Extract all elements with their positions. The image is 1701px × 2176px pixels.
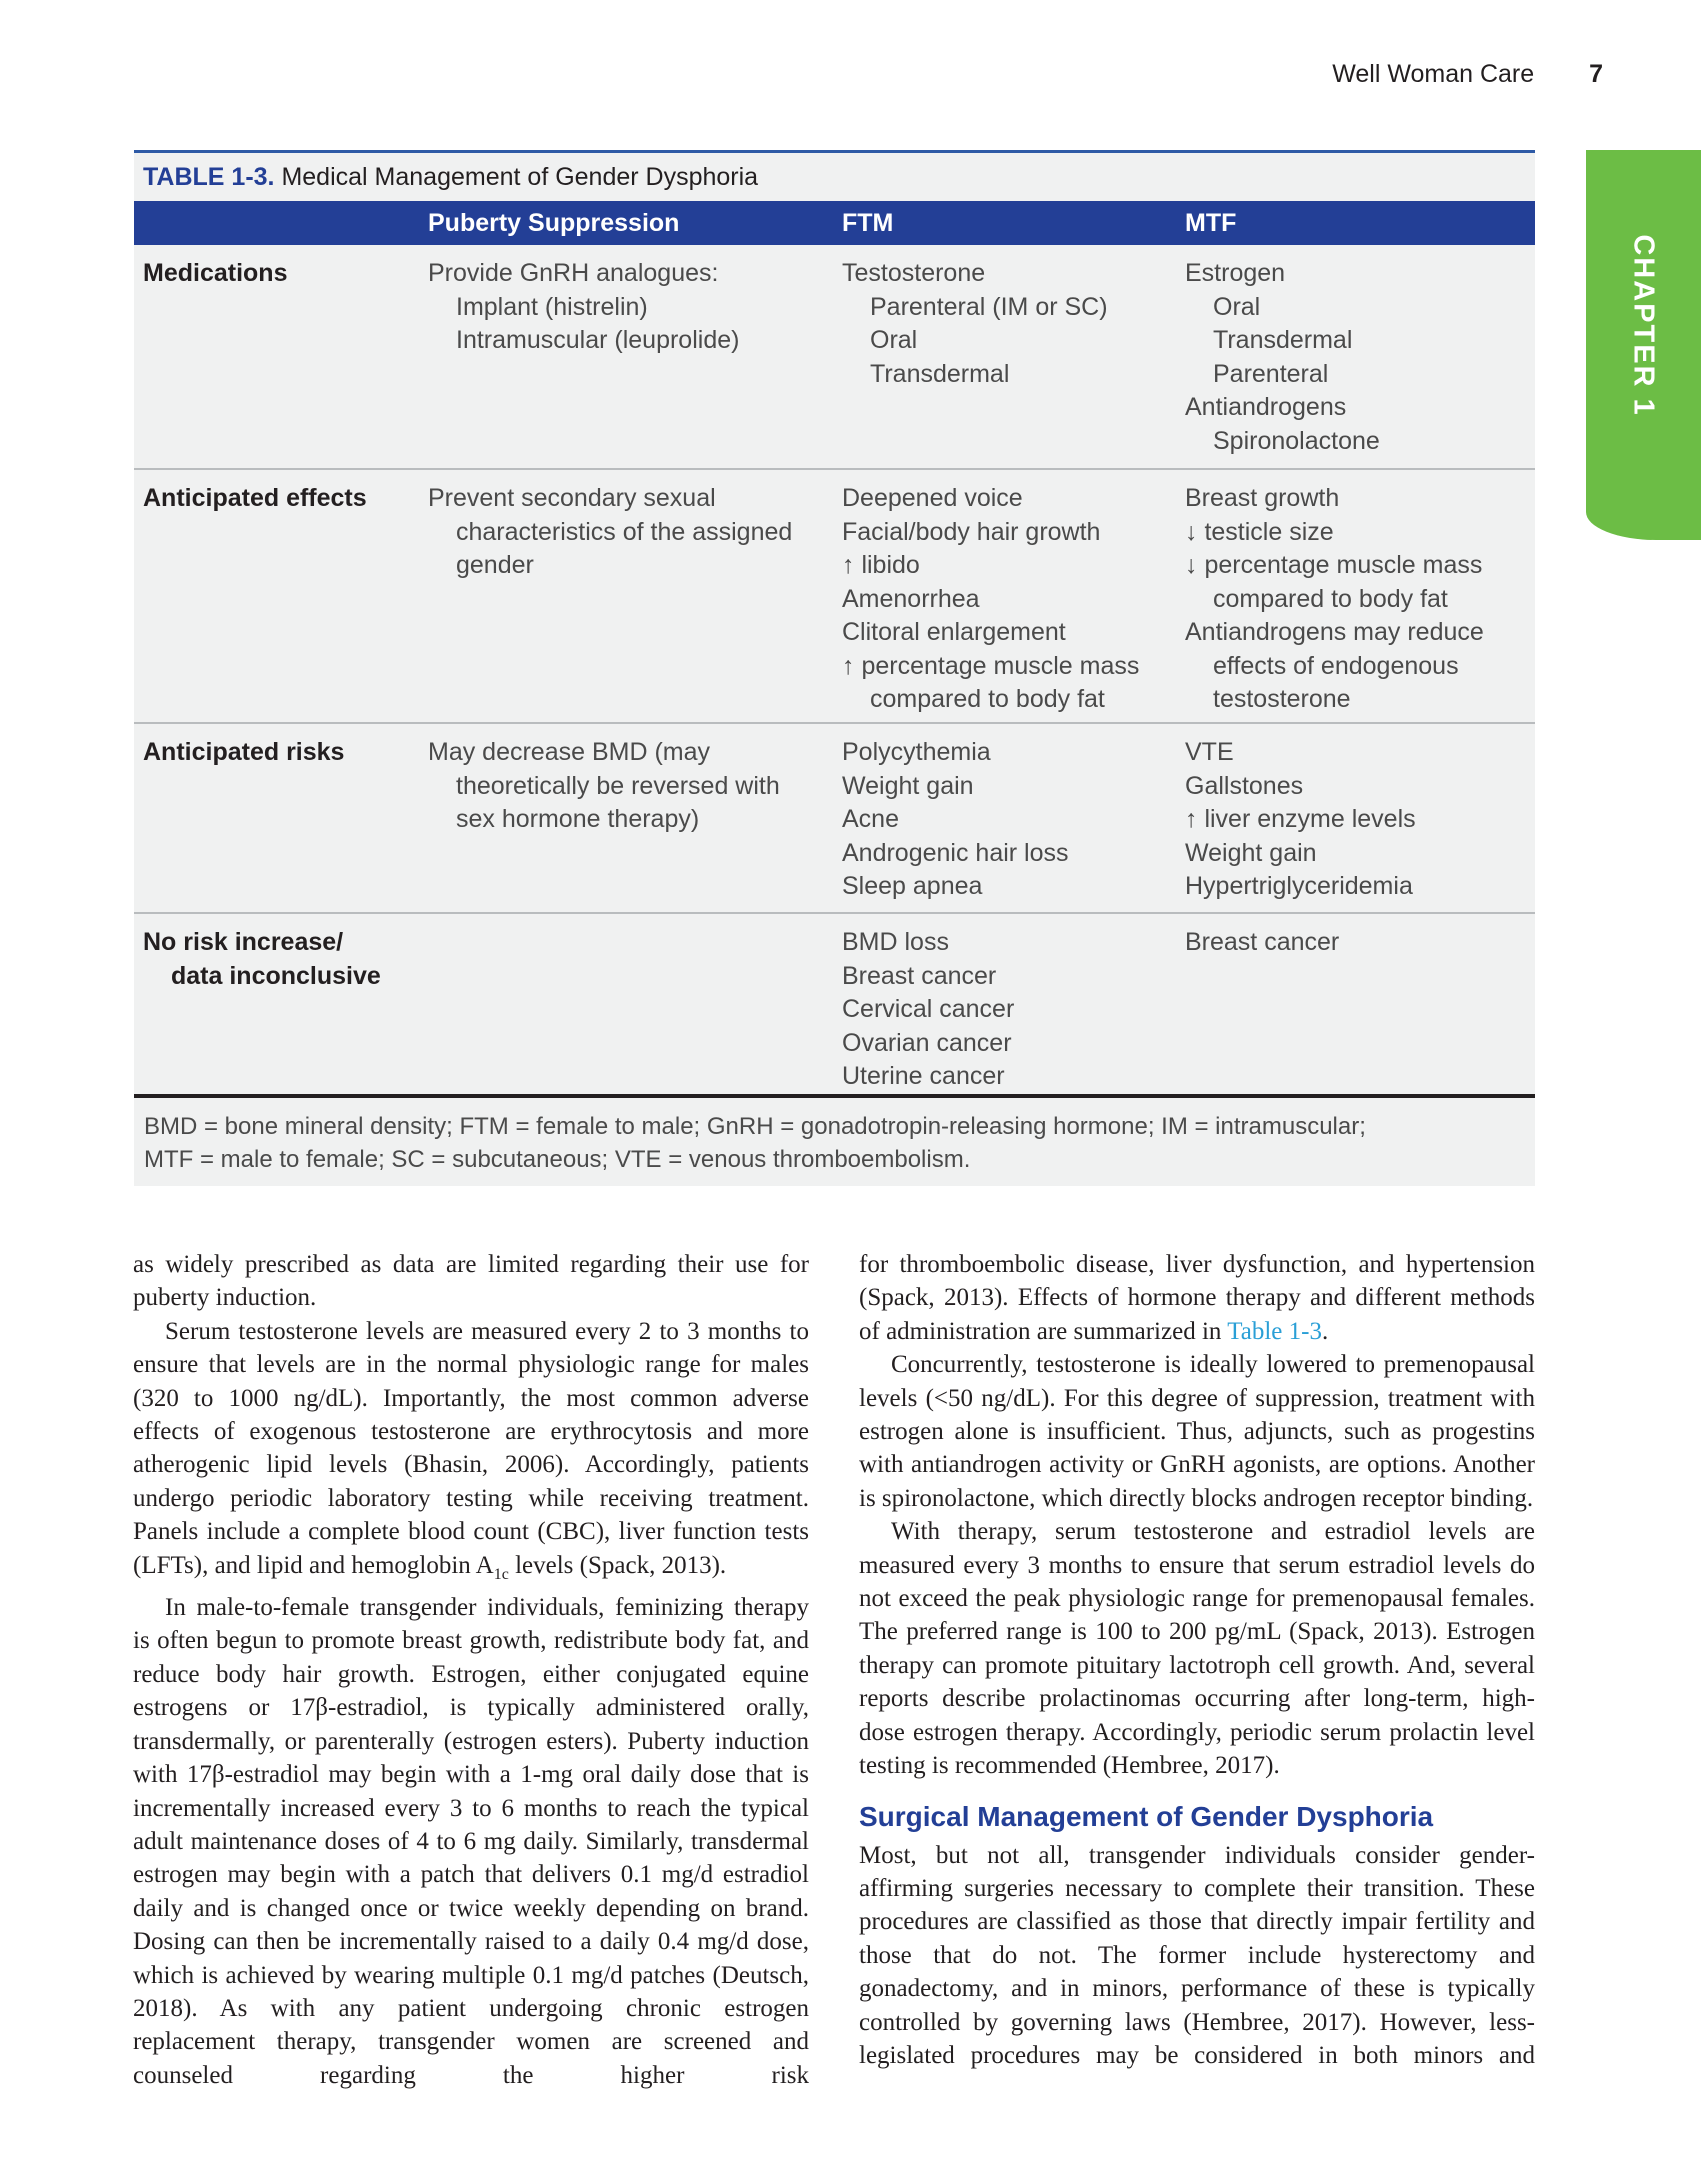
cell-line: Spironolactone — [1213, 426, 1380, 455]
table-row — [134, 470, 1535, 724]
footnote-line: MTF = male to female; SC = subcutaneous; VTE = venous thromboembolism. — [144, 1146, 971, 1173]
row-label — [134, 736, 428, 912]
table-title: Medical Management of Gender Dysphoria — [281, 163, 759, 191]
cell-line: Breast cancer — [1185, 928, 1340, 956]
cell-line: characteristics of the assigned — [456, 517, 793, 546]
cell-line: testosterone — [1213, 685, 1351, 713]
cell-line: Oral — [1213, 292, 1261, 321]
paragraph — [859, 1248, 1535, 1348]
row-label-text: Medications — [143, 259, 288, 287]
table-cell-puberty — [428, 482, 842, 722]
paragraph: In male-to-female transgender individuals, feminizing therapy is often begun to promote breast growth, redistribute body fat, and reduce body hair growth. Estrogen, either conjugated equine estrogens or 17β-estradiol, is typically administered orally, transdermally, or parenterally (estrogen esters). Puberty induction with 17β-estradiol may begin with a 1-mg oral daily dose that is incrementally increased every 3 to 6 months to reach the typical adult maintenance doses of 4 to 6 mg daily. Similarly, transdermal estrogen may begin with a patch that delivers 0.1 mg/d estradiol daily and is changed once or twice weekly depending on brand. Dosing can then be incrementally raised to a daily 0.4 mg/d dose, which is achieved by wearing multiple 0.1 mg/d patches (Deutsch, 2018). As with any patient undergoing chronic estrogen replacement therapy, transgender women are screened and counseled regarding the higher risk — [133, 1594, 809, 2089]
table-cell-mtf — [1185, 926, 1535, 1094]
cell-line: Weight gain — [1185, 838, 1317, 867]
paragraph — [133, 1315, 809, 1591]
cell-line: ↑ libido — [842, 551, 920, 579]
paragraph-text: . — [1321, 1317, 1329, 1345]
row-label — [134, 257, 428, 468]
cell-line: Breast cancer — [842, 961, 997, 990]
table-cell-mtf — [1185, 482, 1535, 722]
section-heading: Surgical Management of Gender Dysphoria — [859, 1800, 1434, 1832]
cell-line: Oral — [870, 326, 918, 354]
cell-line: ↑ percentage muscle mass — [842, 651, 1140, 680]
table-cell-ftm — [842, 257, 1185, 468]
cell-line: ↓ testicle size — [1185, 517, 1334, 546]
cell-line: Uterine cancer — [842, 1062, 1005, 1090]
table-cell-mtf — [1185, 736, 1535, 912]
cell-line: Prevent secondary sexual — [428, 484, 716, 512]
running-head — [1332, 60, 1603, 89]
chapter-tab-text: CHAPTER 1 — [1628, 233, 1661, 417]
table-footnote — [134, 1098, 1535, 1186]
footnote-line: BMD = bone mineral density; FTM = female to male; GnRH = gonadotropin-releasing hormone; IM = intramuscular; — [144, 1113, 1366, 1140]
paragraph: Most, but not all, transgender individuals consider gender-affirming surgeries necessary to complete their transition. These procedures are classified as those that directly impair fertility and those that do not. The former include hysterectomy and gonadectomy, and in minors, performance of these is typically controlled by governing laws (Hembree, 2017). However, less-legislated procedures may be considered in both minors and — [859, 1841, 1535, 2069]
table-cell-ftm — [842, 736, 1185, 912]
table-header-mtf: MTF — [1185, 208, 1237, 237]
table-row — [134, 245, 1535, 470]
table-cross-reference-link[interactable]: Table 1-3 — [1227, 1317, 1322, 1345]
cell-line: Parenteral (IM or SC) — [870, 292, 1108, 321]
table-cell-ftm — [842, 926, 1185, 1094]
cell-line: Antiandrogens may reduce — [1185, 618, 1484, 646]
table-row — [134, 724, 1535, 914]
cell-line: Parenteral — [1213, 359, 1329, 388]
cell-line: Ovarian cancer — [842, 1028, 1012, 1057]
paragraph-text: for thromboembolic disease, liver dysfunction, and hypertension (Spack, 2013). Effects of hormone therapy and different methods of administration are summarized in — [859, 1251, 1535, 1345]
cell-line: Transdermal — [1213, 326, 1353, 354]
cell-line: Acne — [842, 805, 899, 833]
cell-line: sex hormone therapy) — [456, 805, 700, 833]
right-text-column — [859, 1248, 1535, 2072]
paragraph-text: levels (Spack, 2013). — [508, 1551, 727, 1579]
cell-line: Sleep apnea — [842, 872, 983, 900]
cell-line: Breast growth — [1185, 484, 1340, 512]
paragraph: With therapy, serum testosterone and estradiol levels are measured every 3 months to ensure that serum estradiol levels do not exceed the peak physiologic range for premenopausal females. The preferred range is 100 to 200 pg/mL (Spack, 2013). Estrogen therapy can promote pituitary lactotroph cell growth. And, several reports describe prolactinomas occurring after long-term, high-dose estrogen therapy. Accordingly, periodic serum prolactin level testing is recommended (Hembree, 2017). — [859, 1518, 1535, 1780]
cell-line: Weight gain — [842, 771, 974, 800]
paragraph-text: Serum testosterone levels are measured every 2 to 3 months to ensure that levels are in the normal physiologic range for males (320 to 1000 ng/dL). Importantly, the most common adverse effects of exogenous testosterone are erythrocytosis and more atherogenic lipid levels (Bhasin, 2006). Accordingly, patients undergo periodic laboratory testing while receiving treatment. Panels include a complete blood count (CBC), liver function tests (LFTs), and lipid and hemoglobin A — [133, 1317, 809, 1579]
cell-line: ↓ percentage muscle mass — [1185, 551, 1483, 579]
cell-line: Implant (histrelin) — [456, 292, 648, 321]
cell-line: Transdermal — [870, 359, 1010, 388]
table-header-ftm: FTM — [842, 208, 894, 237]
running-head-title: Well Woman Care — [1332, 60, 1535, 88]
table-1-3 — [134, 150, 1535, 1186]
cell-line: theoretically be reversed with — [456, 771, 780, 800]
cell-line: Provide GnRH analogues: — [428, 259, 719, 287]
left-text-column — [133, 1248, 809, 2092]
paragraph: Concurrently, testosterone is ideally lowered to premenopausal levels (<50 ng/dL). For this degree of suppression, treatment with estrogen alone is insufficient. Thus, adjuncts, such as progestins with antiandrogen activity or GnRH agonists, are options. Another is spironolactone, which directly blocks androgen receptor binding. — [859, 1351, 1535, 1512]
cell-line: ↑ liver enzyme levels — [1185, 805, 1416, 833]
cell-line: BMD loss — [842, 928, 949, 956]
cell-line: VTE — [1185, 738, 1234, 766]
cell-line: Estrogen — [1185, 259, 1286, 287]
cell-line: compared to body fat — [870, 685, 1105, 713]
table-row — [134, 914, 1535, 1098]
table-cell-mtf — [1185, 257, 1535, 468]
paragraph: as widely prescribed as data are limited regarding their use for puberty induction. — [133, 1251, 809, 1312]
table-cell-puberty — [428, 257, 842, 468]
row-label-text: No risk increase/ — [143, 928, 344, 956]
row-label-text: Anticipated risks — [143, 738, 345, 766]
cell-line: Facial/body hair growth — [842, 517, 1101, 546]
table-cell-puberty — [428, 736, 842, 912]
table-label: TABLE 1-3. — [143, 163, 275, 191]
subscript: 1c — [493, 1565, 509, 1583]
cell-line: Intramuscular (leuprolide) — [456, 326, 740, 354]
cell-line: Gallstones — [1185, 771, 1304, 800]
cell-line: Testosterone — [842, 259, 986, 287]
page-number: 7 — [1589, 60, 1603, 88]
cell-line: Androgenic hair loss — [842, 838, 1069, 867]
cell-line: Amenorrhea — [842, 584, 980, 613]
row-label-text: data inconclusive — [171, 961, 381, 990]
cell-line: May decrease BMD (may — [428, 738, 711, 766]
row-label — [134, 482, 428, 722]
table-header-puberty: Puberty Suppression — [428, 208, 680, 237]
row-label-text: Anticipated effects — [143, 484, 367, 512]
cell-line: Hypertriglyceridemia — [1185, 872, 1413, 900]
cell-line: Deepened voice — [842, 484, 1023, 512]
cell-line: effects of endogenous — [1213, 651, 1459, 680]
table-body — [134, 245, 1535, 1098]
row-label — [134, 926, 428, 1094]
chapter-tab-label — [1586, 150, 1701, 540]
cell-line: gender — [456, 551, 534, 579]
table-header-row — [134, 201, 1535, 245]
cell-line: Clitoral enlargement — [842, 618, 1066, 646]
cell-line: compared to body fat — [1213, 584, 1448, 613]
cell-line: Antiandrogens — [1185, 393, 1347, 421]
cell-line: Polycythemia — [842, 738, 991, 766]
cell-line: Cervical cancer — [842, 995, 1015, 1023]
table-cell-puberty — [428, 926, 842, 1094]
table-cell-ftm — [842, 482, 1185, 722]
table-caption — [134, 153, 1535, 201]
